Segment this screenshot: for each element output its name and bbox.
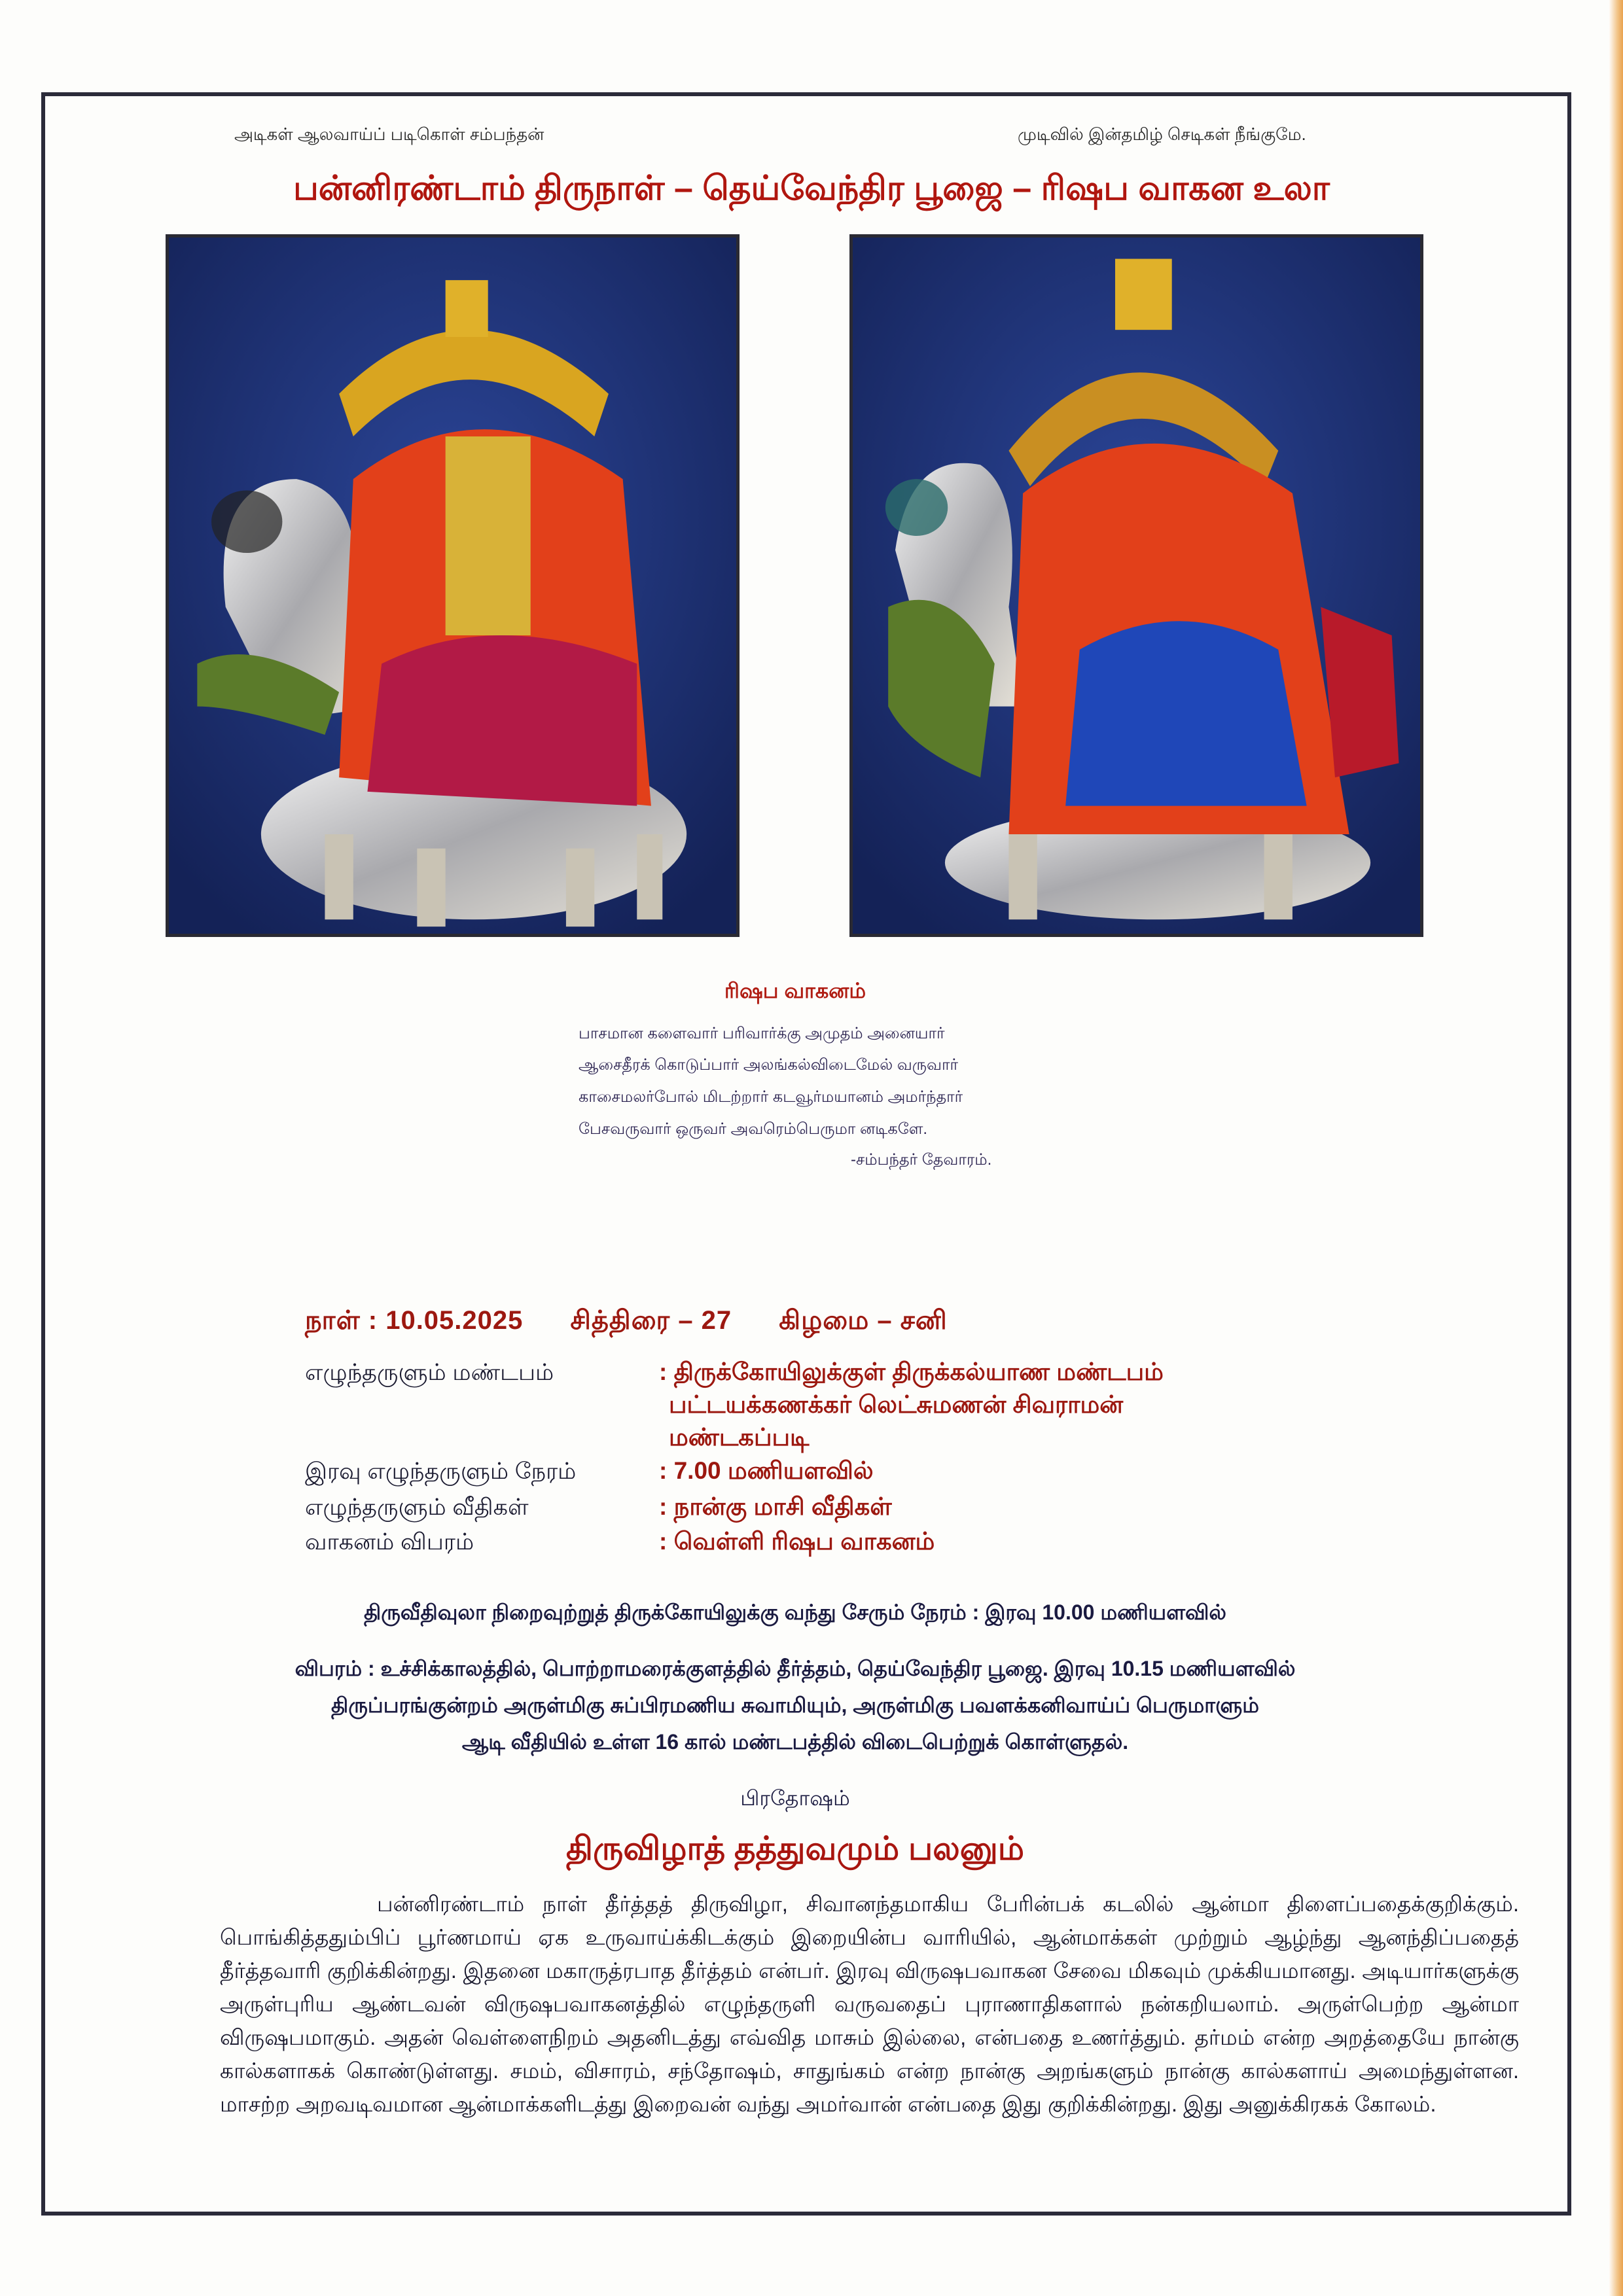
detail-value-vahanam: : வெள்ளி ரிஷப வாகனம் [659, 1528, 935, 1555]
significance-title: திருவிழாத் தத்துவமும் பலனும் [566, 1830, 1024, 1867]
detail-label-vahanam: வாகனம் விபரம் [305, 1529, 474, 1555]
vibaram-line: விபரம் : உச்சிக்காலத்தில், பொற்றாமரைக்குளத்தில் தீர்த்தம், தெய்வேந்திர பூஜை. இரவு 10.15 மணியளவில் [294, 1657, 1296, 1680]
page-edge-strip [1609, 0, 1623, 2296]
verse-line: ஆசைதீரக் கொடுப்பார் அலங்கல்விடைமேல் வருவார் [579, 1056, 959, 1074]
detail-value-mandapam-line1: : திருக்கோயிலுக்குள் திருக்கல்யாண மண்டபம் [659, 1358, 1164, 1385]
verse-line: பாசமான களைவார் பரிவார்க்கு அமுதம் அனையார் [579, 1025, 945, 1042]
detail-value-streets: : நான்கு மாசி வீதிகள் [659, 1493, 892, 1520]
photo-swami-rishaba-vahanam [166, 234, 740, 937]
verse-line: காசைமலர்போல் மிடற்றார் கடவூர்மயானம் அமர்ந்தார் [579, 1088, 963, 1106]
event-date-line [305, 1306, 987, 1339]
detail-label-streets: எழுந்தருளும் வீதிகள் [305, 1494, 529, 1520]
page-title: பன்னிரண்டாம் திருநாள் – தெய்வேந்திர பூஜை – ரிஷப வாகன உலா [293, 169, 1330, 207]
header-right-verse: முடிவில் இன்தமிழ் செடிகள் நீங்குமே. [1018, 124, 1306, 144]
detail-value-mandapam-line3: மண்டகப்படி [669, 1424, 810, 1451]
header-left-verse: அடிகள் ஆலவாய்ப் படிகொள் சம்பந்தன் [234, 124, 544, 144]
significance-paragraph: பன்னிரண்டாம் நாள் தீர்த்தத் திருவிழா, சிவானந்தமாகிய பேரின்பக் கடலில் ஆன்மா திளைப்பதைக்குறிக்கும். பொங்கித்ததும்பிப் பூர்ணமாய் ஏக உருவாய்க்கிடக்கும் இறையின்ப வாரியில், ஆன்மாக்கள் முற்றும் ஆழ்ந்து ஆனந்திப்பதைத் தீர்த்தவாரி குறிக்கின்றது. இதனை மகாருத்ரபாத தீர்த்தம் என்பர். இரவு விருஷபவாகன சேவை மிகவும் முக்கியமானது. அடியார்களுக்கு அருள்புரிய ஆண்டவன் விருஷபவாகனத்தில் எழுந்தருளி வருவதைப் புராணாதிகளால் நன்கறியலாம். அருள்பெற்ற ஆன்மா விருஷபமாகும். அதன் வெள்ளைநிறம் அதனிடத்து எவ்வித மாசும் இல்லை, என்பதை உணர்த்தும். தர்மம் என்ற அறத்தையே நான்கு கால்களாகக் கொண்டுள்ளது. சமம், விசாரம், சந்தோஷம், சாதுங்கம் என்ற நான்கு அறங்களும் நான்கு கால்களாய் அமைந்துள்ளன. மாசற்ற அறவடிவமான ஆன்மாக்களிடத்து இறைவன் வந்து அமர்வான் என்பதை இது குறிக்கின்றது. இது அனுக்கிரகக் கோலம். [220, 1892, 1519, 2116]
pradosham-label: பிரதோஷம் [740, 1786, 850, 1810]
photo-amman-rishaba-vahanam [849, 234, 1423, 937]
event-date: நாள் : 10.05.2025 [305, 1306, 524, 1335]
detail-label-time: இரவு எழுந்தருளும் நேரம் [305, 1458, 577, 1484]
detail-value-mandapam-line2: பட்டயக்கணக்கர் லெட்சுமணன் சிவராமன் [669, 1391, 1124, 1418]
vibaram-line: ஆடி வீதியில் உள்ள 16 கால் மண்டபத்தில் விடைபெற்றுக் கொள்ளுதல். [461, 1730, 1129, 1754]
return-time: திருவீதிவுலா நிறைவுற்றுத் திருக்கோயிலுக்கு வந்து சேரும் நேரம் : இரவு 10.00 மணியளவில் [364, 1600, 1226, 1624]
verse-caption: ரிஷப வாகனம் [724, 979, 866, 1002]
detail-value-time: : 7.00 மணியளவில் [659, 1457, 874, 1484]
detail-label-mandapam: எழுந்தருளும் மண்டபம் [305, 1360, 554, 1385]
weekday: கிழமை – சனி [779, 1306, 948, 1335]
vibaram-line: திருப்பரங்குன்றம் அருள்மிகு சுப்பிரமணிய சுவாமியும், அருள்மிகு பவளக்கனிவாய்ப் பெருமாளும் [331, 1693, 1259, 1717]
verse-attribution: -சம்பந்தர் தேவாரம். [851, 1151, 992, 1169]
verse-line: பேசவருவார் ஒருவர் அவரெம்பெருமா னடிகளே. [579, 1120, 928, 1138]
tamil-date: சித்திரை – 27 [570, 1306, 732, 1335]
